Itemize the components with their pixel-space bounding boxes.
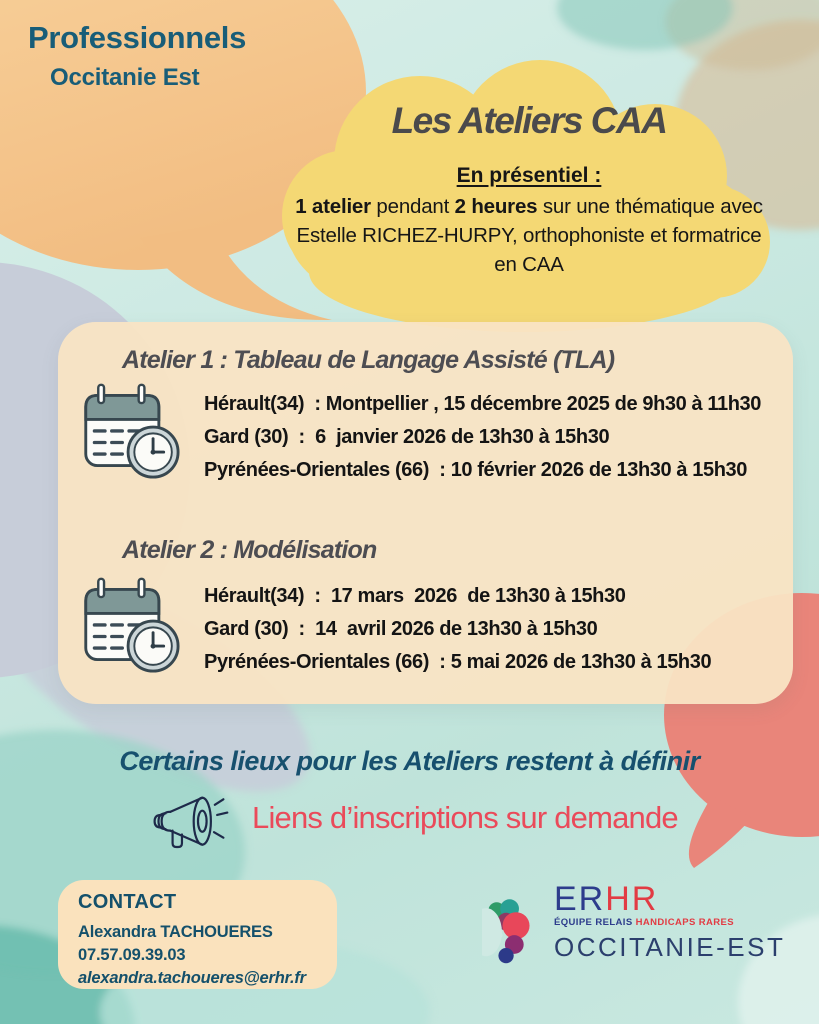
session-line: Gard (30) : 14 avril 2026 de 13h30 à 15h30 — [204, 618, 598, 640]
erhr-tagline — [554, 917, 785, 928]
erhr-acronym — [554, 882, 785, 916]
desc-text: pendant — [370, 195, 455, 218]
venues-notice: Certains lieux pour les Ateliers restent à définir — [119, 746, 700, 776]
erhr-logo — [482, 882, 785, 972]
session-line: Hérault(34) : Montpellier , 15 décembre 2025 de 9h30 à 11h30 — [204, 393, 761, 415]
calendar-clock-icon — [80, 574, 180, 674]
contact-heading: CONTACT — [78, 891, 177, 913]
registration-text: Liens d’inscriptions sur demande — [252, 800, 678, 835]
erhr-acronym-hr: HR — [605, 880, 659, 918]
desc-bold-atelier: 1 atelier — [295, 195, 371, 218]
session-line: Pyrénées-Orientales (66) : 5 mai 2026 de 13h30 à 15h30 — [204, 651, 712, 673]
erhr-logo-text — [554, 882, 785, 963]
page-subtitle-region: Occitanie Est — [50, 64, 200, 91]
format-label: En présentiel : — [456, 164, 602, 187]
erhr-region: OCCITANIE-EST — [554, 932, 786, 962]
contact-name: Alexandra TACHOUERES — [78, 923, 273, 941]
contact-email: alexandra.tachoueres@erhr.fr — [78, 969, 306, 987]
face-profile-logo-icon — [482, 890, 536, 972]
workshop-2-heading: Atelier 2 : Modélisation — [122, 536, 377, 564]
intro-description — [292, 192, 766, 279]
tagline-equipe-relais: ÉQUIPE RELAIS — [554, 917, 636, 928]
megaphone-icon — [146, 788, 232, 856]
page-title-audience: Professionnels — [28, 20, 247, 55]
workshop-1-sessions — [204, 388, 761, 487]
session-line: Hérault(34) : 17 mars 2026 de 13h30 à 15h30 — [204, 585, 626, 607]
contact-phone: 07.57.09.39.03 — [78, 946, 186, 964]
erhr-acronym-er: ER — [554, 880, 606, 918]
intro-bubble — [292, 100, 766, 279]
workshop-2-sessions — [204, 580, 711, 679]
workshop-1-heading: Atelier 1 : Tableau de Langage Assisté (TLA) — [122, 346, 615, 374]
session-line: Gard (30) : 6 janvier 2026 de 13h30 à 15h30 — [204, 426, 610, 448]
calendar-clock-icon — [80, 380, 180, 480]
desc-bold-duree: 2 heures — [454, 195, 538, 218]
main-title: Les Ateliers CAA — [391, 100, 667, 141]
workshops-panel — [58, 322, 793, 704]
desc-text-rest: sur une thématique avec Estelle RICHEZ-HURPY, orthophoniste et formatrice en CAA — [296, 195, 763, 276]
session-line: Pyrénées-Orientales (66) : 10 février 2026 de 13h30 à 15h30 — [204, 459, 748, 481]
tagline-handicaps-rares: HANDICAPS RARES — [635, 917, 734, 928]
contact-card — [58, 880, 337, 989]
